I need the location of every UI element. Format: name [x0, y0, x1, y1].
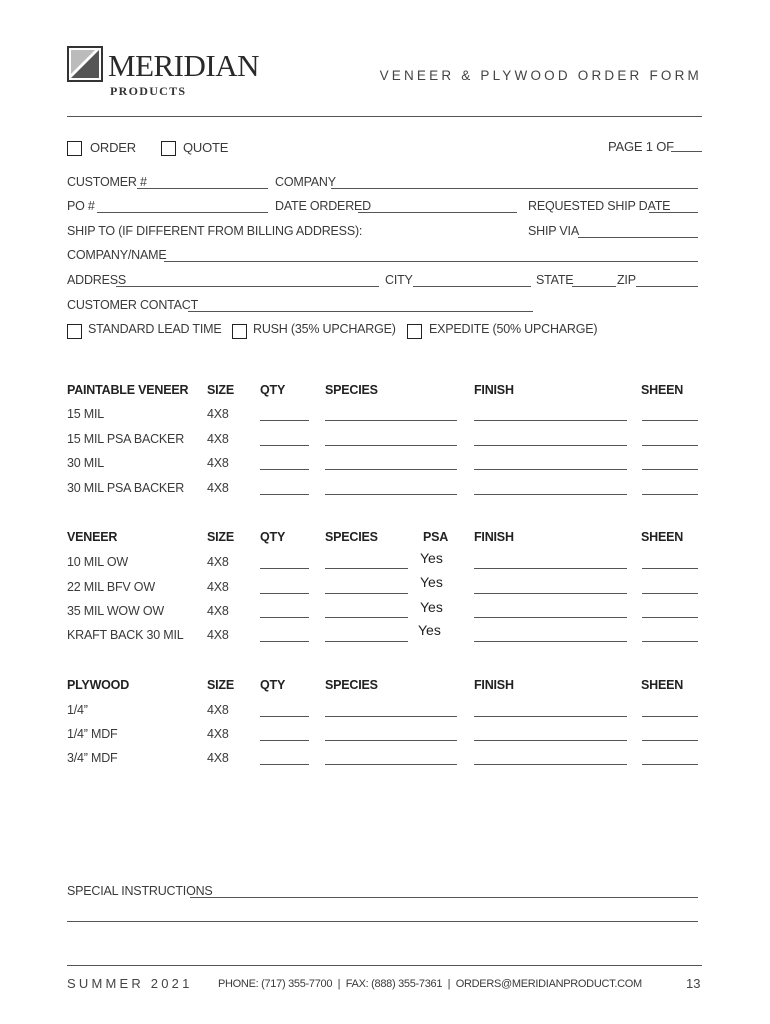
footer-page-number: 13: [686, 976, 701, 991]
plywood-header-name: PLYWOOD: [67, 678, 130, 692]
po-field[interactable]: [97, 212, 268, 213]
company-name-field[interactable]: [164, 261, 698, 262]
customer-contact-label: CUSTOMER CONTACT: [67, 298, 199, 312]
table-row-size: 4X8: [207, 580, 229, 594]
po-label: PO #: [67, 199, 95, 213]
qty-field[interactable]: [260, 469, 309, 470]
psa-value[interactable]: Yes: [420, 550, 443, 566]
header-divider: [67, 116, 702, 117]
ship-via-label: SHIP VIA: [528, 224, 579, 238]
veneer-header-sheen: SHEEN: [641, 530, 684, 544]
logo-mark-icon: [67, 46, 103, 82]
qty-field[interactable]: [260, 716, 309, 717]
plywood-header-qty: QTY: [260, 678, 286, 692]
table-row-size: 4X8: [207, 407, 229, 421]
customer-contact-field[interactable]: [188, 311, 533, 312]
state-field[interactable]: [572, 286, 616, 287]
table-row-name: 30 MIL: [67, 456, 105, 470]
paintable-header-name: PAINTABLE VENEER: [67, 383, 189, 397]
finish-field[interactable]: [474, 469, 627, 470]
company-field[interactable]: [331, 188, 698, 189]
qty-field[interactable]: [260, 764, 309, 765]
table-row-name: 1/4” MDF: [67, 727, 118, 741]
sheen-field[interactable]: [642, 494, 698, 495]
finish-field[interactable]: [474, 568, 627, 569]
sheen-field[interactable]: [642, 617, 698, 618]
logo-wordmark: MERIDIAN: [108, 48, 259, 83]
veneer-header-qty: QTY: [260, 530, 286, 544]
sheen-field[interactable]: [642, 740, 698, 741]
page-count-field[interactable]: [671, 151, 702, 152]
species-field[interactable]: [325, 593, 408, 594]
address-label: ADDRESS: [67, 273, 127, 287]
veneer-header-species: SPECIES: [325, 530, 378, 544]
species-field[interactable]: [325, 469, 457, 470]
qty-field[interactable]: [260, 617, 309, 618]
customer-label: CUSTOMER #: [67, 175, 147, 189]
sheen-field[interactable]: [642, 716, 698, 717]
qty-field[interactable]: [260, 568, 309, 569]
rush-label: RUSH (35% UPCHARGE): [253, 322, 396, 336]
table-row-size: 4X8: [207, 432, 229, 446]
quote-label: QUOTE: [183, 140, 229, 155]
date-ordered-label: DATE ORDERED: [275, 199, 371, 213]
requested-ship-date-label: REQUESTED SHIP DATE: [528, 199, 671, 213]
finish-field[interactable]: [474, 716, 627, 717]
expedite-checkbox[interactable]: [407, 324, 422, 339]
requested-ship-date-field[interactable]: [649, 212, 698, 213]
plywood-header-size: SIZE: [207, 678, 234, 692]
finish-field[interactable]: [474, 740, 627, 741]
sheen-field[interactable]: [642, 641, 698, 642]
species-field[interactable]: [325, 568, 408, 569]
table-row-size: 4X8: [207, 456, 229, 470]
address-field[interactable]: [116, 286, 379, 287]
sheen-field[interactable]: [642, 469, 698, 470]
standard-lead-time-checkbox[interactable]: [67, 324, 82, 339]
qty-field[interactable]: [260, 420, 309, 421]
finish-field[interactable]: [474, 494, 627, 495]
rush-checkbox[interactable]: [232, 324, 247, 339]
state-label: STATE: [536, 273, 574, 287]
psa-value[interactable]: Yes: [420, 574, 443, 590]
table-row-size: 4X8: [207, 481, 229, 495]
plywood-header-species: SPECIES: [325, 678, 378, 692]
table-row-size: 4X8: [207, 628, 229, 642]
page-label: PAGE 1 OF: [608, 139, 674, 154]
species-field[interactable]: [325, 641, 408, 642]
quote-checkbox[interactable]: [161, 141, 176, 156]
species-field[interactable]: [325, 445, 457, 446]
species-field[interactable]: [325, 716, 457, 717]
psa-value[interactable]: Yes: [418, 622, 441, 638]
zip-label: ZIP: [617, 273, 636, 287]
table-row-name: 22 MIL BFV OW: [67, 580, 155, 594]
order-label: ORDER: [90, 140, 136, 155]
paintable-header-finish: FINISH: [474, 383, 514, 397]
ship-to-label: SHIP TO (IF DIFFERENT FROM BILLING ADDRESS):: [67, 224, 363, 238]
logo-subtext: PRODUCTS: [110, 84, 187, 98]
finish-field[interactable]: [474, 445, 627, 446]
order-checkbox[interactable]: [67, 141, 82, 156]
finish-field[interactable]: [474, 641, 627, 642]
sheen-field[interactable]: [642, 764, 698, 765]
finish-field[interactable]: [474, 764, 627, 765]
species-field[interactable]: [325, 740, 457, 741]
special-instructions-field[interactable]: [190, 897, 698, 898]
plywood-header-finish: FINISH: [474, 678, 514, 692]
species-field[interactable]: [325, 494, 457, 495]
table-row-name: 15 MIL: [67, 407, 105, 421]
psa-value[interactable]: Yes: [420, 599, 443, 615]
paintable-header-size: SIZE: [207, 383, 234, 397]
sheen-field[interactable]: [642, 593, 698, 594]
table-row-name: 1/4”: [67, 703, 88, 717]
paintable-header-species: SPECIES: [325, 383, 378, 397]
species-field[interactable]: [325, 764, 457, 765]
table-row-name: 30 MIL PSA BACKER: [67, 481, 185, 495]
date-ordered-field[interactable]: [358, 212, 517, 213]
company-name-label: COMPANY/NAME: [67, 248, 167, 262]
veneer-header-size: SIZE: [207, 530, 234, 544]
table-row-name: KRAFT BACK 30 MIL: [67, 628, 184, 642]
table-row-name: 3/4” MDF: [67, 751, 118, 765]
paintable-header-qty: QTY: [260, 383, 286, 397]
special-instructions-label: SPECIAL INSTRUCTIONS: [67, 884, 213, 898]
sheen-field[interactable]: [642, 445, 698, 446]
table-row-size: 4X8: [207, 555, 229, 569]
finish-field[interactable]: [474, 420, 627, 421]
table-row-name: 35 MIL WOW OW: [67, 604, 164, 618]
finish-field[interactable]: [474, 617, 627, 618]
table-row-size: 4X8: [207, 751, 229, 765]
footer-divider: [67, 965, 702, 966]
species-field[interactable]: [325, 420, 457, 421]
sheen-field[interactable]: [642, 568, 698, 569]
table-row-name: 10 MIL OW: [67, 555, 128, 569]
customer-field[interactable]: [137, 188, 268, 189]
company-label: COMPANY: [275, 175, 336, 189]
table-row-size: 4X8: [207, 604, 229, 618]
veneer-header-finish: FINISH: [474, 530, 514, 544]
form-title: VENEER & PLYWOOD ORDER FORM: [379, 68, 702, 83]
plywood-header-sheen: SHEEN: [641, 678, 684, 692]
city-label: CITY: [385, 273, 413, 287]
footer-contact: PHONE: (717) 355-7700 | FAX: (888) 355-7361 | ORDERS@MERIDIANPRODUCT.COM: [218, 978, 642, 990]
qty-field[interactable]: [260, 641, 309, 642]
paintable-header-sheen: SHEEN: [641, 383, 684, 397]
veneer-header-psa: PSA: [423, 530, 449, 544]
veneer-header-name: VENEER: [67, 530, 118, 544]
table-row-size: 4X8: [207, 727, 229, 741]
qty-field[interactable]: [260, 740, 309, 741]
city-field[interactable]: [413, 286, 531, 287]
ship-via-field[interactable]: [578, 237, 698, 238]
expedite-label: EXPEDITE (50% UPCHARGE): [429, 322, 598, 336]
footer-season: SUMMER 2021: [67, 976, 193, 991]
standard-lead-time-label: STANDARD LEAD TIME: [88, 322, 222, 336]
species-field[interactable]: [325, 617, 408, 618]
qty-field[interactable]: [260, 494, 309, 495]
sheen-field[interactable]: [642, 420, 698, 421]
qty-field[interactable]: [260, 593, 309, 594]
special-instructions-field-line-2[interactable]: [67, 921, 698, 922]
zip-field[interactable]: [636, 286, 698, 287]
table-row-name: 15 MIL PSA BACKER: [67, 432, 185, 446]
table-row-size: 4X8: [207, 703, 229, 717]
qty-field[interactable]: [260, 445, 309, 446]
finish-field[interactable]: [474, 593, 627, 594]
